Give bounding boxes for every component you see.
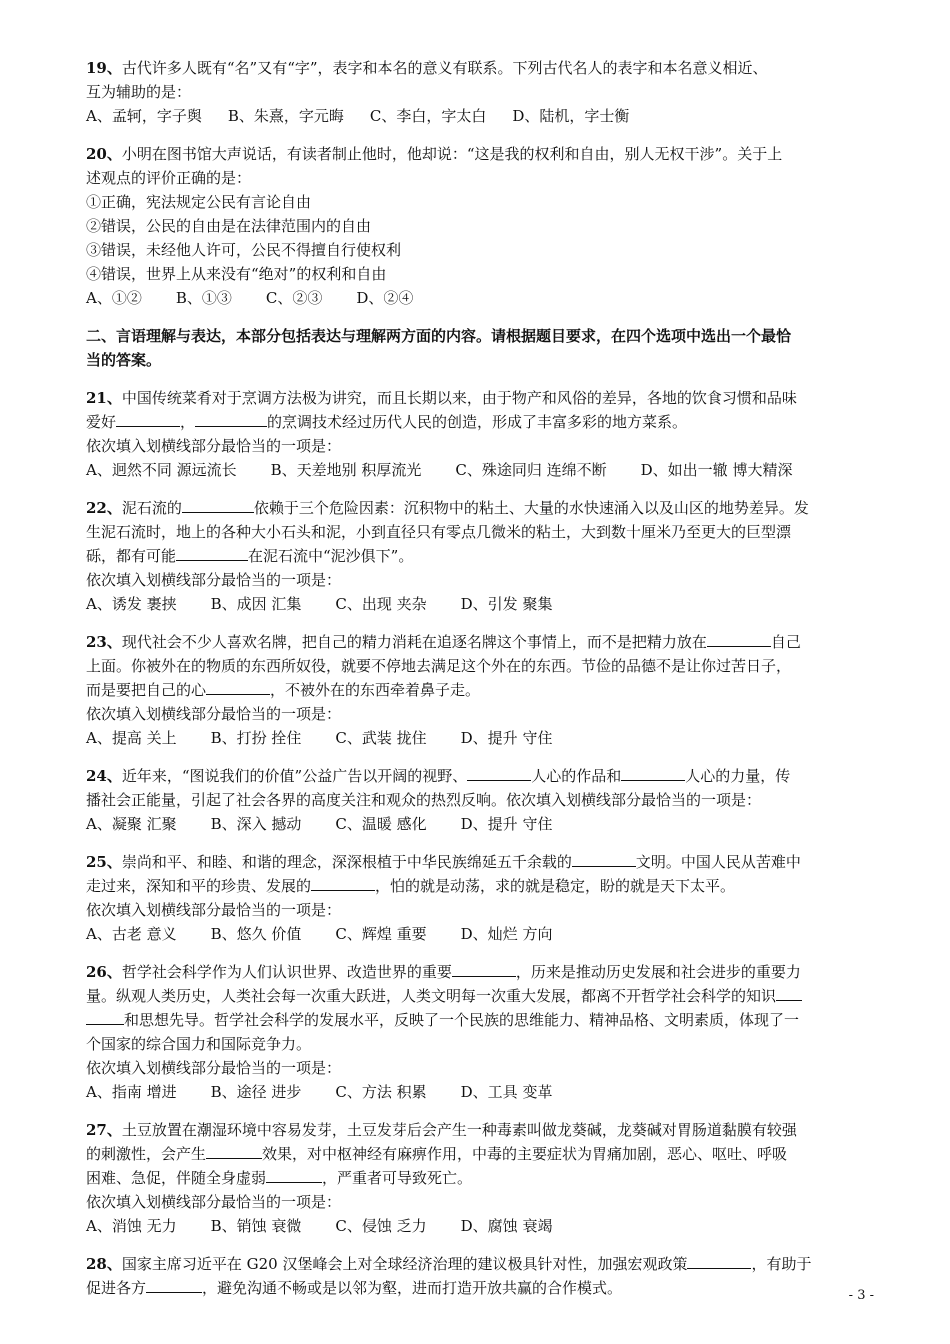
option-b: B、深入 撼动: [210, 815, 302, 833]
statement-4: ④错误，世界上从来没有“绝对”的权利和自由: [86, 265, 387, 283]
option-d: D、如出一辙 博大精深: [640, 461, 793, 479]
option-c: C、侵蚀 乏力: [335, 1217, 427, 1235]
answer-blank: [266, 1167, 322, 1183]
option-c: C、出现 夹杂: [335, 595, 427, 613]
option-b: B、天差地别 积厚流光: [270, 461, 422, 479]
option-d: D、陆机，字士衡: [512, 107, 630, 125]
answer-blank: [452, 961, 516, 977]
option-d: D、工具 变革: [460, 1083, 553, 1101]
answer-blank: [687, 1253, 751, 1269]
prompt: 依次填入划横线部分最恰当的一项是：: [86, 1059, 342, 1077]
option-d: D、腐蚀 衰竭: [460, 1217, 553, 1235]
question-number: 25、: [86, 853, 122, 871]
option-a: A、指南 增进: [86, 1083, 177, 1101]
prompt: 依次填入划横线部分最恰当的一项是：: [86, 437, 342, 455]
option-b: B、销蚀 衰微: [210, 1217, 302, 1235]
options: [86, 812, 876, 836]
options: [86, 1214, 876, 1238]
option-a: A、提高 关上: [86, 729, 177, 747]
question-25: 25、崇尚和平、和睦、和谐的理念，深深根植于中华民族绵延五千余载的 文明。中国人民从苦难中 走过来，深知和平的珍贵、发展的 ，怕的就是动荡，求的就是稳定，盼的就是天下太平。 依次填入划横线部分最恰当的一项是： A、古老 意义 B、悠久 价值 C、辉煌 重要 D、灿烂 方向: [86, 850, 876, 946]
answer-blank: [182, 497, 254, 513]
option-b: B、途径 进步: [210, 1083, 302, 1101]
page-number: - 3 -: [848, 1288, 874, 1303]
question-number: 26、: [86, 963, 122, 981]
answer-blank: [116, 411, 180, 427]
question-text: 古代许多人既有“名”又有“字”，表字和本名的意义有联系。下列古代名人的表字和本名意义相近、: [121, 59, 768, 77]
option-c: C、温暖 感化: [335, 815, 427, 833]
answer-blank: [467, 765, 531, 781]
options: [86, 458, 876, 482]
question-number: 22、: [86, 499, 122, 517]
option-b: B、成因 汇集: [210, 595, 302, 613]
answer-blank: [311, 875, 375, 891]
options: [86, 104, 876, 128]
question-21: 21、中国传统菜肴对于烹调方法极为讲究，而且长期以来，由于物产和风俗的差异，各地的饮食习惯和品味 爱好 ， 的烹调技术经过历代人民的创造，形成了丰富多彩的地方菜系。 依次填入划横线部分最恰当的一项是： A、迥然不同 源远流长 B、天差地别 积厚流光 C、殊途同归 连绵不断 D、如出一辙 博大精深: [86, 386, 876, 482]
section-heading: 二、言语理解与表达，本部分包括表达与理解两方面的内容。请根据题目要求，在四个选项中选出一个最恰 当的答案。: [86, 327, 792, 369]
option-d: D、灿烂 方向: [460, 925, 553, 943]
question-number: 21、: [86, 389, 122, 407]
answer-blank: [707, 631, 771, 647]
option-d: D、提升 守住: [460, 729, 553, 747]
answer-blank: [86, 1009, 124, 1025]
question-24: 24、近年来，“图说我们的价值”公益广告以开阔的视野、 人心的作品和 人心的力量，传 播社会正能量，引起了社会各界的高度关注和观众的热烈反响。依次填入划横线部分最恰当的一项是： A、凝聚 汇聚 B、深入 撼动 C、温暖 感化 D、提升 守住: [86, 764, 876, 836]
option-a: A、消蚀 无力: [86, 1217, 177, 1235]
question-number: 19、: [86, 59, 122, 77]
answer-blank: [206, 1143, 262, 1159]
prompt: 依次填入划横线部分最恰当的一项是：: [86, 571, 342, 589]
answer-blank: [176, 545, 248, 561]
answer-blank: [206, 679, 270, 695]
option-c: C、方法 积累: [335, 1083, 427, 1101]
question-number: 28、: [86, 1255, 122, 1273]
option-c: C、②③: [265, 289, 323, 307]
statement-3: ③错误，未经他人许可，公民不得擅自行使权利: [86, 241, 402, 259]
question-20: [86, 142, 876, 310]
option-d: D、提升 守住: [460, 815, 553, 833]
option-c: C、武装 拢住: [335, 729, 427, 747]
option-b: B、悠久 价值: [210, 925, 302, 943]
answer-blank: [572, 851, 636, 867]
question-27: 27、土豆放置在潮湿环境中容易发芽，土豆发芽后会产生一种毒素叫做龙葵碱，龙葵碱对胃肠道黏膜有较强 的刺激性，会产生 效果，对中枢神经有麻痹作用，中毒的主要症状为胃痛加剧，恶心、呕吐、呼吸 困难、急促，伴随全身虚弱 ，严重者可导致死亡。 依次填入划横线部分最恰当的一项是： A、消蚀 无力 B、销蚀 衰微 C、侵蚀 乏力 D、腐蚀 衰竭: [86, 1118, 876, 1238]
question-number: 24、: [86, 767, 122, 785]
option-a: A、古老 意义: [86, 925, 177, 943]
question-23: 23、现代社会不少人喜欢名牌，把自己的精力消耗在追逐名牌这个事情上，而不是把精力放在 自己 上面。你被外在的物质的东西所奴役，就要不停地去满足这个外在的东西。节俭的品德不是让你过苦日子， 而是要把自己的心 ，不被外在的东西牵着鼻子走。 依次填入划横线部分最恰当的一项是： A、提高 关上 B、打扮 拴住 C、武装 拢住 D、提升 守住: [86, 630, 876, 750]
question-number: 20、: [86, 145, 122, 163]
options: [86, 726, 876, 750]
statement-1: ①正确，宪法规定公民有言论自由: [86, 193, 312, 211]
prompt: 依次填入划横线部分最恰当的一项是：: [86, 1193, 342, 1211]
option-a: A、迥然不同 源远流长: [86, 461, 237, 479]
options: [86, 1080, 876, 1104]
answer-blank: [621, 765, 685, 781]
question-text: 中国传统菜肴对于烹调方法极为讲究，而且长期以来，由于物产和风俗的差异，各地的饮食习惯和品味: [121, 389, 797, 407]
option-b: B、①③: [175, 289, 232, 307]
options: [86, 922, 876, 946]
option-b: B、朱熹，字元晦: [227, 107, 344, 125]
answer-blank: [195, 411, 267, 427]
answer-blank: [146, 1277, 202, 1293]
options: [86, 592, 876, 616]
question-number: 23、: [86, 633, 122, 651]
question-text: 述观点的评价正确的是：: [86, 169, 252, 187]
exam-page: [86, 56, 876, 1314]
question-19: [86, 56, 876, 128]
option-c: C、李白，字太白: [369, 107, 487, 125]
prompt: 依次填入划横线部分最恰当的一项是：: [86, 901, 342, 919]
option-c: C、辉煌 重要: [335, 925, 427, 943]
option-a: A、凝聚 汇聚: [86, 815, 177, 833]
option-a: A、孟轲，字子舆: [86, 107, 202, 125]
answer-blank: [776, 985, 802, 1001]
option-c: C、殊途同归 连绵不断: [455, 461, 607, 479]
question-text: 互为辅助的是：: [86, 83, 192, 101]
option-b: B、打扮 拴住: [210, 729, 302, 747]
option-a: A、①②: [86, 289, 142, 307]
question-22: 22、泥石流的 依赖于三个危险因素：沉积物中的粘土、大量的水快速涌入以及山区的地势差异。发 生泥石流时，地上的各种大小石头和泥，小到直径只有零点几微米的粘土，大到数十厘米乃至更大的巨型漂 砾，都有可能 在泥石流中“泥沙俱下”。 依次填入划横线部分最恰当的一项是： A、诱发 裹挟 B、成因 汇集 C、出现 夹杂 D、引发 聚集: [86, 496, 876, 616]
prompt: 依次填入划横线部分最恰当的一项是：: [86, 705, 342, 723]
option-d: D、②④: [356, 289, 414, 307]
question-28: 28、国家主席习近平在 G20 汉堡峰会上对全球经济治理的建议极具针对性，加强宏观政策 ，有助于 促进各方 ，避免沟通不畅或是以邻为壑，进而打造开放共赢的合作模式。: [86, 1255, 812, 1297]
option-a: A、诱发 裹挟: [86, 595, 177, 613]
question-number: 27、: [86, 1121, 122, 1139]
question-26: 26、哲学社会科学作为人们认识世界、改造世界的重要 ，历来是推动历史发展和社会进步的重要力 量。纵观人类历史，人类社会每一次重大跃进，人类文明每一次重大发展，都离不开哲学社会科学的知识 和思想先导。哲学社会科学的发展水平，反映了一个民族的思维能力、精神品格、文明素质，体现了一 个国家的综合国力和国际竞争力。 依次填入划横线部分最恰当的一项是： A、指南 增进 B、途径 进步 C、方法 积累 D、工具 变革: [86, 960, 876, 1104]
option-d: D、引发 聚集: [460, 595, 553, 613]
statement-2: ②错误，公民的自由是在法律范围内的自由: [86, 217, 372, 235]
question-text: 小明在图书馆大声说话，有读者制止他时，他却说：“这是我的权利和自由，别人无权干涉”。关于上: [121, 145, 783, 163]
options: [86, 286, 876, 310]
